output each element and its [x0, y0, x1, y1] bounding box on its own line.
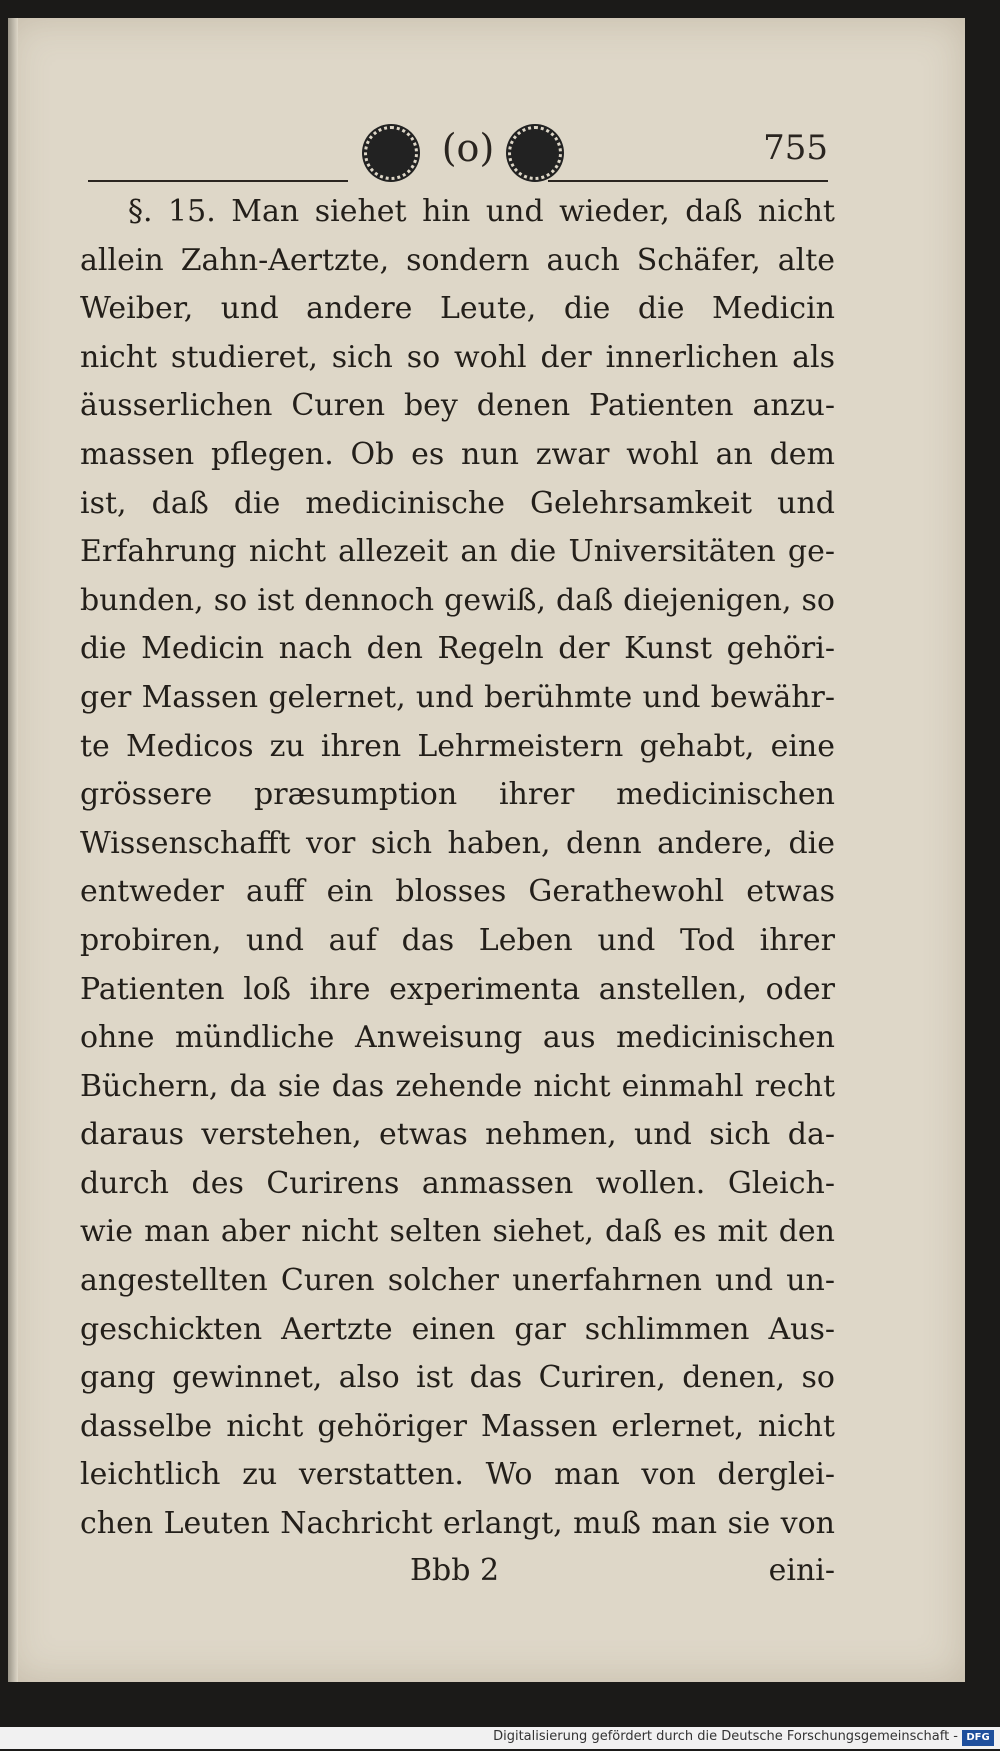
- text-line: entweder auff ein blosses Gerathewohl etwas: [80, 874, 835, 910]
- credit-text: Digitalisierung gefördert durch die Deutsche Forschungsgemeinschaft -: [493, 1729, 958, 1744]
- text-line: Patienten loß ihre experimenta anstellen, oder: [80, 971, 835, 1007]
- text-line: massen pflegen. Ob es nun zwar wohl an dem: [80, 436, 835, 472]
- flower-ornament-icon: [508, 126, 562, 180]
- text-line: Weiber, und andere Leute, die die Medicin: [80, 291, 835, 327]
- text-line: daraus verstehen, etwas nehmen, und sich da-: [80, 1117, 835, 1153]
- text-line: angestellten Curen solcher unerfahrnen und un-: [80, 1263, 835, 1299]
- text-line: Erfahrung nicht allezeit an die Universitäten ge-: [80, 534, 835, 570]
- page-number: 755: [763, 128, 828, 168]
- text-line: dasselbe nicht gehöriger Massen erlernet, nicht: [80, 1408, 835, 1444]
- flower-ornament-icon: [364, 126, 418, 180]
- page-footer: [80, 1553, 835, 1603]
- text-line: chen Leuten Nachricht erlangt, muß man sie von: [80, 1506, 835, 1542]
- text-line: grössere præsumption ihrer medicinischen: [80, 777, 835, 813]
- text-line: leichtlich zu verstatten. Wo man von derglei-: [80, 1457, 835, 1493]
- text-line: ohne mündliche Anweisung aus medicinischen: [80, 1020, 835, 1056]
- text-line: ist, daß die medicinische Gelehrsamkeit und: [80, 485, 835, 521]
- catchword: eini-: [768, 1553, 835, 1588]
- header-signature: (o): [441, 126, 495, 170]
- text-line: ger Massen gelernet, und berühmte und bewähr-: [80, 679, 835, 715]
- text-line: probiren, und auf das Leben und Tod ihrer: [80, 922, 835, 958]
- text-line: gang gewinnet, also ist das Curiren, denen, so: [80, 1360, 835, 1396]
- text-line: nicht studieret, sich so wohl der innerlichen als: [80, 339, 835, 375]
- text-line: bunden, so ist dennoch gewiß, daß diejenigen, so: [80, 582, 835, 618]
- header-rule-left: [88, 180, 348, 182]
- body-text: [80, 188, 835, 1549]
- text-line: durch des Curirens anmassen wollen. Gleich-: [80, 1165, 835, 1201]
- text-line: te Medicos zu ihren Lehrmeistern gehabt, eine: [80, 728, 835, 764]
- text-line: §. 15. Man siehet hin und wieder, daß nicht: [128, 194, 835, 229]
- page-gutter: [8, 18, 18, 1682]
- book-page: [8, 18, 965, 1682]
- text-line: Wissenschafft vor sich haben, denn andere, die: [80, 825, 835, 861]
- signature-mark: Bbb 2: [410, 1553, 500, 1588]
- text-line: geschickten Aertzte einen gar schlimmen Aus-: [80, 1311, 835, 1347]
- text-line: die Medicin nach den Regeln der Kunst gehöri-: [80, 631, 835, 667]
- text-line: allein Zahn-Aertzte, sondern auch Schäfer, alte: [80, 242, 835, 278]
- page-header: [88, 118, 828, 188]
- digitization-credit-bar: [0, 1727, 1000, 1749]
- text-line: Büchern, da sie das zehende nicht einmahl recht: [80, 1068, 835, 1104]
- header-rule-right: [548, 180, 828, 182]
- text-line: äusserlichen Curen bey denen Patienten anzu-: [80, 388, 835, 424]
- text-line: wie man aber nicht selten siehet, daß es mit den: [80, 1214, 835, 1250]
- dfg-logo-icon: DFG: [962, 1730, 994, 1746]
